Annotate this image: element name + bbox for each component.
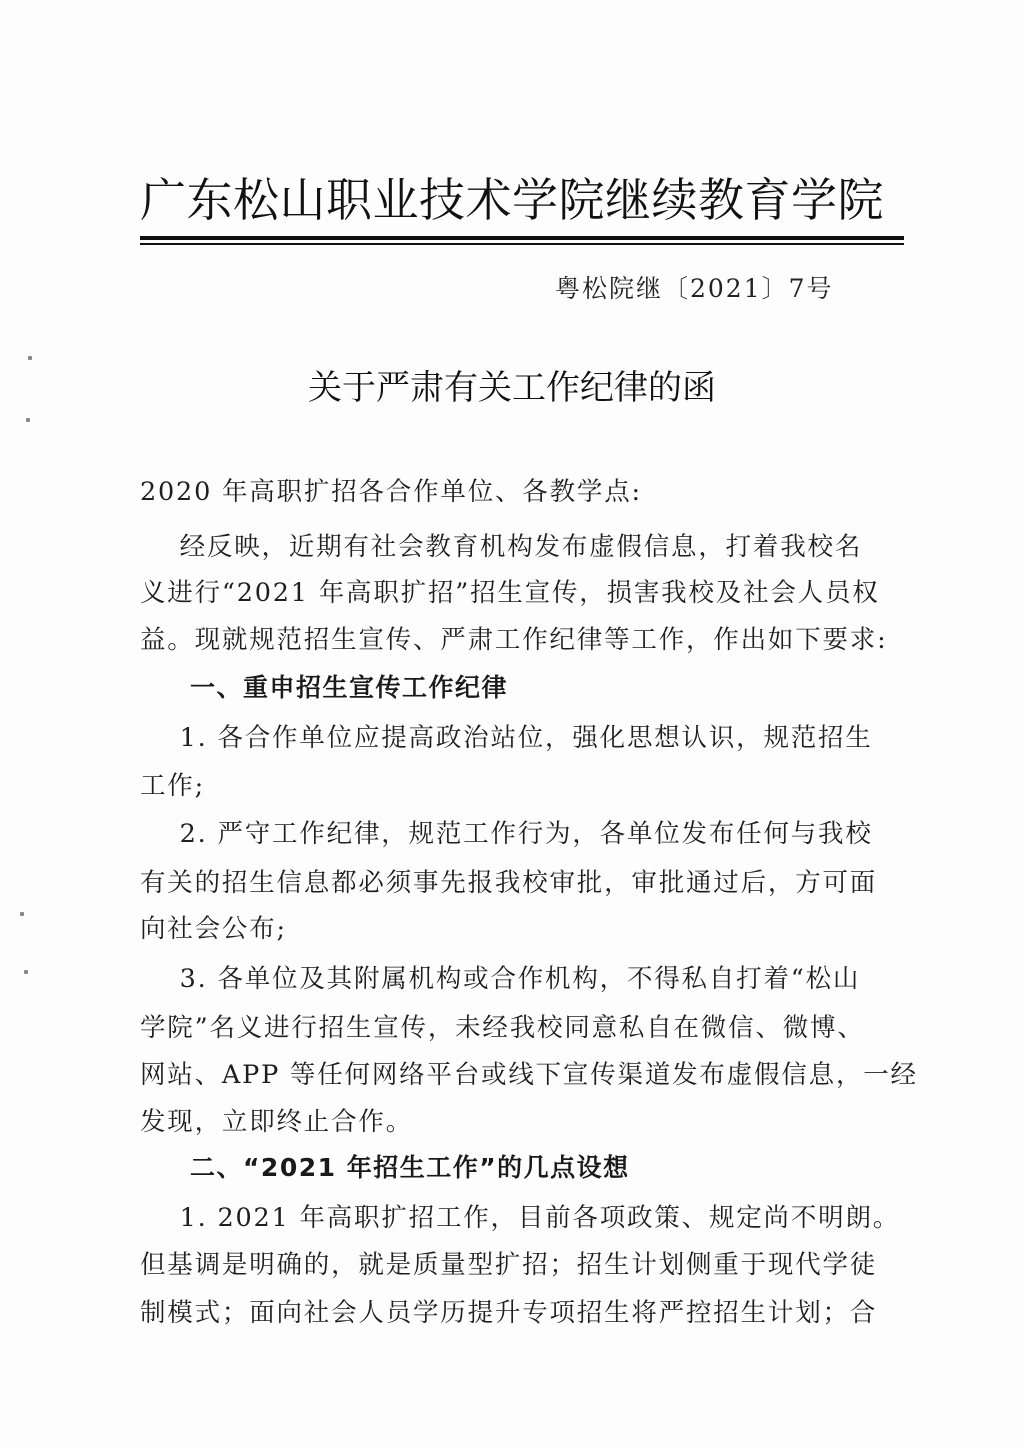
organization-letterhead: 广东松山职业技术学院继续教育学院 [140, 173, 884, 227]
scan-speck [20, 912, 24, 916]
letterhead-rule-thin [140, 243, 904, 245]
scan-speck [26, 418, 30, 422]
salutation-line: 2020 年高职扩招各合作单位、各教学点: [140, 477, 642, 507]
paragraph-line: 经反映，近期有社会教育机构发布虚假信息，打着我校名 [140, 532, 863, 562]
document-number: 粤松院继〔2021〕7号 [555, 274, 834, 303]
letterhead-rule-thick [140, 236, 904, 240]
paragraph-line: 网站、APP 等任何网络平台或线下宣传渠道发布虚假信息，一经 [140, 1060, 918, 1090]
paragraph-line: 向社会公布; [140, 914, 287, 944]
paragraph-line: 工作; [140, 771, 205, 801]
paragraph-line: 但基调是明确的，就是质量型扩招；招生计划侧重于现代学徒 [140, 1250, 878, 1280]
paragraph-line: 益。现就规范招生宣传、严肃工作纪律等工作，作出如下要求: [140, 625, 888, 655]
paragraph-line: 1. 2021 年高职扩招工作，目前各项政策、规定尚不明朗。 [140, 1203, 901, 1233]
scan-speck [24, 970, 28, 974]
paragraph-line: 发现，立即终止合作。 [140, 1107, 414, 1137]
document-title: 关于严肃有关工作纪律的函 [308, 368, 716, 408]
scan-speck [28, 356, 32, 360]
section-heading-2: 二、“2021 年招生工作”的几点设想 [190, 1153, 630, 1182]
paragraph-line: 有关的招生信息都必须事先报我校审批，审批通过后，方可面 [140, 868, 878, 898]
paragraph-line: 2. 严守工作纪律，规范工作行为，各单位发布任何与我校 [140, 819, 873, 849]
paragraph-line: 学院”名义进行招生宣传，未经我校同意私自在微信、微博、 [140, 1013, 865, 1043]
paragraph-line: 制模式；面向社会人员学历提升专项招生将严控招生计划；合 [140, 1298, 878, 1328]
paragraph-line: 3. 各单位及其附属机构或合作机构，不得私自打着“松山 [140, 964, 861, 994]
paragraph-line: 义进行“2021 年高职扩招”招生宣传，损害我校及社会人员权 [140, 578, 880, 608]
paragraph-line: 1. 各合作单位应提高政治站位，强化思想认识，规范招生 [140, 723, 873, 753]
section-heading-1: 一、重申招生宣传工作纪律 [190, 673, 509, 702]
